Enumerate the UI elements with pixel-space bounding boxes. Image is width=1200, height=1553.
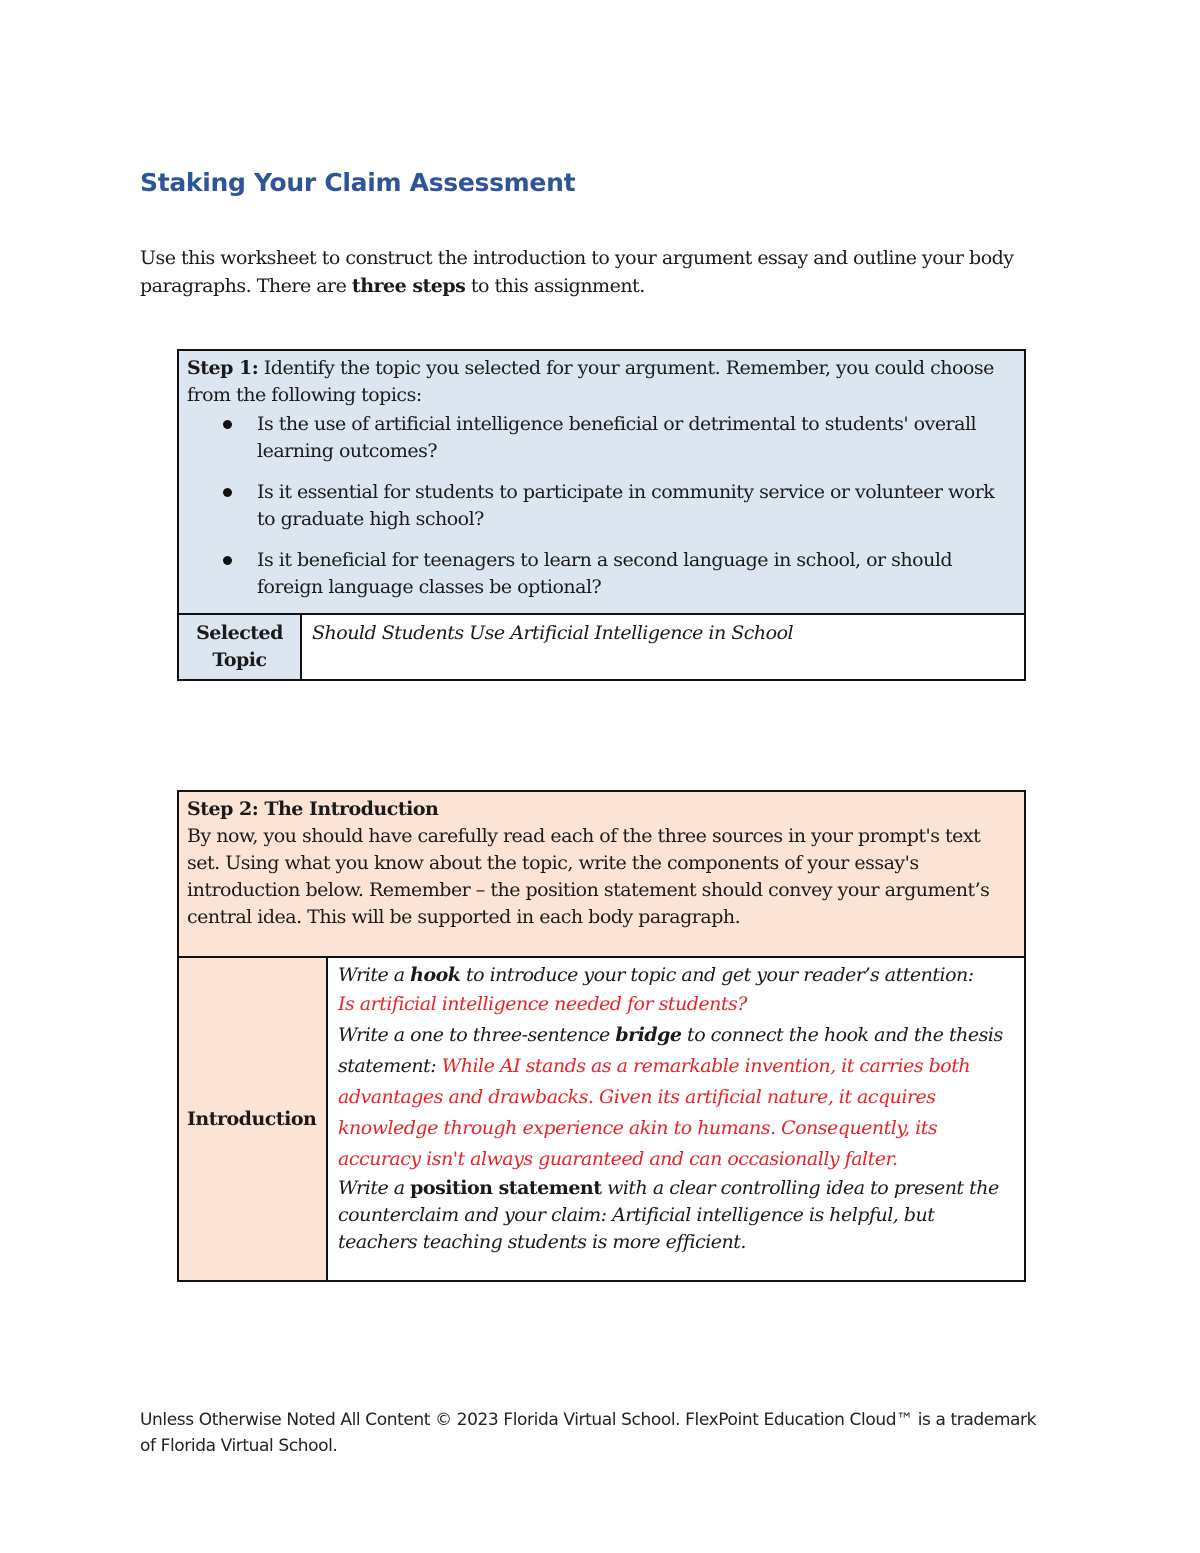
intro-text-end: to this assignment. bbox=[465, 275, 645, 297]
bridge-answer[interactable]: While AI stands as a remarkable invention, it carries both advantages and drawbacks. Given its artificial nature, it acquires knowledge through experience akin to humans. Consequently, its accuracy isn't always guaranteed and can occasionally falter. bbox=[338, 1055, 971, 1170]
list-item bbox=[257, 547, 1016, 601]
step1-table bbox=[177, 349, 1026, 681]
hook-prompt: Write a hook to introduce your topic and get your reader’s attention: bbox=[338, 964, 974, 986]
introduction-label: Introduction bbox=[178, 957, 327, 1281]
bullet-icon bbox=[223, 488, 232, 497]
topic-list bbox=[187, 411, 1016, 601]
introduction-field[interactable] bbox=[327, 957, 1025, 1281]
bullet-icon bbox=[223, 420, 232, 429]
step1-instructions: Identify the topic you selected for your argument. Remember, you could choose from the following topics: bbox=[187, 357, 994, 406]
step1-header-cell bbox=[178, 350, 1025, 614]
step1-label: Step 1: bbox=[187, 357, 259, 379]
step2-header-cell bbox=[178, 791, 1025, 957]
bridge-block: Write a one to three-sentence bridge to connect the hook and the thesis statement: While AI stands as a remarkable invention, it carries both advantages and drawbacks. Given its artificial nature, it acquires knowledge through experience akin to humans. Consequently, its accuracy isn't always guaranteed and can occasionally falter. bbox=[338, 1024, 1003, 1170]
intro-bold: three steps bbox=[351, 275, 466, 297]
bridge-prompt: Write a one to three-sentence bbox=[338, 1024, 616, 1046]
bullet-icon bbox=[223, 556, 232, 565]
topic-text: Is it beneficial for teenagers to learn a second language in school, or should foreign language classes be optional? bbox=[257, 549, 953, 598]
list-item bbox=[257, 479, 1016, 533]
selected-topic-label: Selected Topic bbox=[178, 614, 301, 680]
position-answer[interactable]: Artificial intelligence is helpful, but teachers teaching students is more efficient. bbox=[338, 1204, 935, 1253]
hook-bold: hook bbox=[410, 964, 461, 986]
topic-text: Is it essential for students to participate in community service or volunteer work to graduate high school? bbox=[257, 481, 995, 530]
topic-text: Is the use of artificial intelligence beneficial or detrimental to students' overall learning outcomes? bbox=[257, 413, 977, 462]
hook-answer[interactable]: Is artificial intelligence needed for students? bbox=[338, 993, 747, 1015]
position-prompt: Write a bbox=[338, 1177, 411, 1199]
position-block: Write a position statement with a clear controlling idea to present the counterclaim and your claim: Artificial intelligence is helpful, but teachers teaching students is more efficient. bbox=[338, 1177, 999, 1253]
footer-copyright: Unless Otherwise Noted All Content © 2023 Florida Virtual School. FlexPoint Education Cloud™ is a trademark of Florida Virtual School. bbox=[140, 1410, 1037, 1456]
intro-text: Use this worksheet to construct the introduction to your argument essay and outline your body paragraphs. There are bbox=[140, 247, 1014, 297]
step2-instructions: By now, you should have carefully read each of the three sources in your prompt's text set. Using what you know about the topic, write the components of your essay's introduction below. Remember – the position statement should convey your argument’s central idea. This will be supported in each body paragraph. bbox=[187, 825, 990, 928]
intro-paragraph bbox=[140, 244, 1020, 300]
step2-heading: Step 2: The Introduction bbox=[187, 798, 439, 820]
bridge-bold: bridge bbox=[615, 1024, 682, 1046]
page-title: Staking Your Claim Assessment bbox=[140, 168, 576, 197]
step2-table bbox=[177, 790, 1026, 1282]
selected-topic-field[interactable]: Should Students Use Artificial Intelligence in School bbox=[301, 614, 1025, 680]
list-item bbox=[257, 411, 1016, 465]
position-bold: position statement bbox=[410, 1177, 602, 1199]
